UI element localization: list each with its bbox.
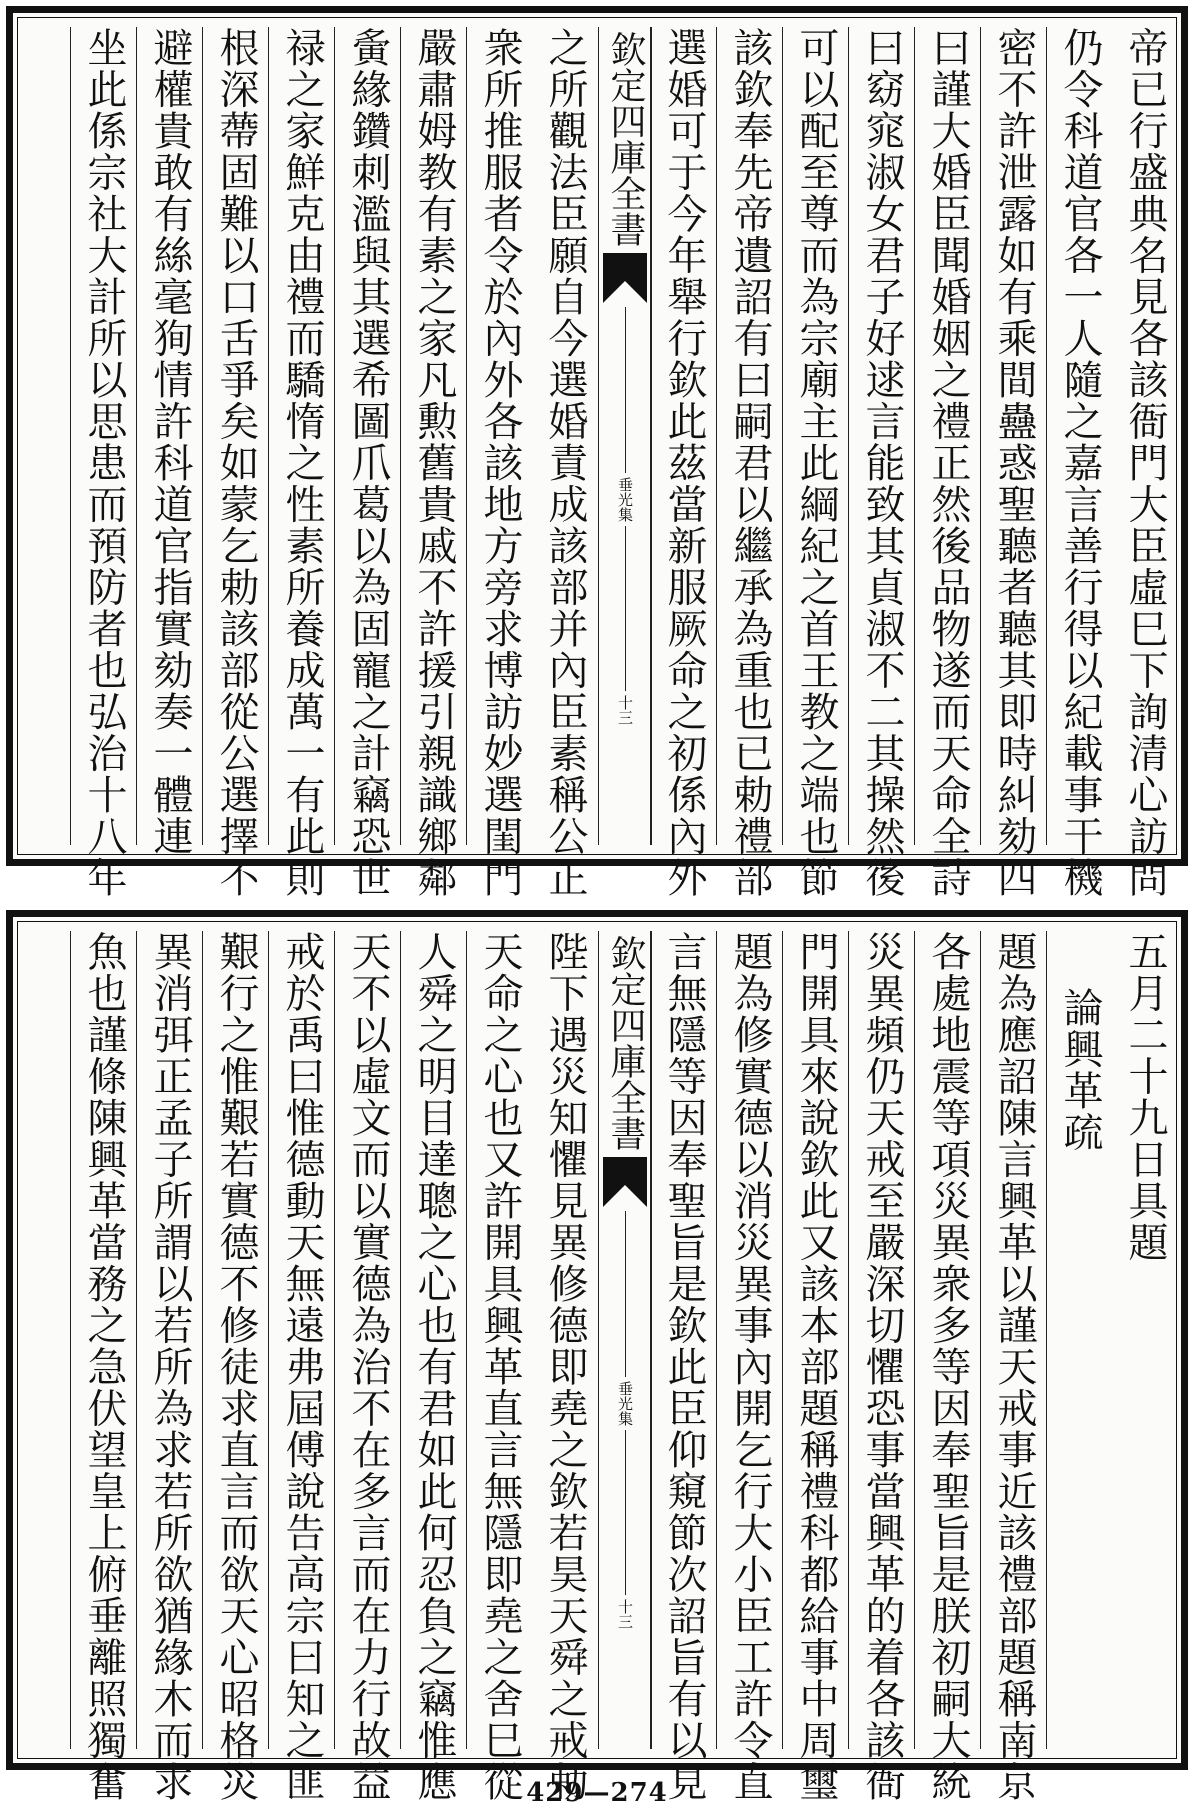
text-column (334, 931, 401, 1803)
text-column (70, 27, 137, 899)
column-text: 艱行之惟艱若實德不修徒求直言而欲天心昭格災 (213, 931, 259, 1803)
column-text: 嚴肅姆教有素之家凡勲舊貴戚不許援引親識鄉鄰 (411, 27, 457, 899)
fold-rule (625, 526, 626, 692)
text-column (782, 931, 849, 1803)
text-column (70, 931, 137, 1803)
collection-name: 垂光集 (616, 1380, 634, 1426)
column-text: 天不以虛文而以實德為治不在多言而在力行故益 (345, 931, 391, 1803)
column-text: 言無隱等因奉聖旨是欽此臣仰窺節次詔旨有以見 (661, 931, 707, 1803)
text-column (268, 931, 335, 1803)
column-text: 天命之心也又許開具興革直言無隱即堯之舍巳從 (477, 931, 523, 1803)
text-column (650, 931, 717, 1803)
book-title: 欽定四庫全書 (605, 935, 646, 1151)
text-column (136, 931, 203, 1803)
text-column (400, 27, 467, 899)
fold-rule (625, 1430, 626, 1596)
text-column (1112, 27, 1178, 899)
column-text: 魚也謹條陳興革當務之急伏望皇上俯垂離照獨奮 (81, 931, 127, 1803)
text-column (532, 931, 598, 1803)
text-column (1112, 931, 1178, 1749)
text-column (268, 27, 335, 899)
collection-name: 垂光集 (616, 476, 634, 522)
text-column (1046, 931, 1113, 1749)
text-column (202, 931, 269, 1803)
text-column (650, 27, 717, 899)
center-fold (598, 931, 652, 1749)
column-text: 密不許泄露如有乘間蠱惑聖聽者聽其即時糾劾四 (991, 27, 1037, 899)
column-text: 禄之家鮮克由禮而驕惰之性素所養成萬一有此則 (279, 27, 325, 899)
column-text: 戒於禹曰惟德動天無遠弗屆傅說告高宗曰知之匪 (279, 931, 325, 1803)
column-text: 帝已行盛典名見各該衙門大臣虛巳下詢清心訪問 (1122, 27, 1168, 899)
column-text: 人舜之明目達聰之心也有君如此何忍負之竊惟應 (411, 931, 457, 1803)
column-text: 災異頻仍天戒至嚴深切懼恐事當興革的着各該衙 (859, 931, 905, 1803)
column-text: 陛下遇災知懼見異修德即堯之欽若昊天舜之戒勅 (542, 931, 588, 1803)
column-text: 根深蔕固難以口舌爭矣如蒙乞勅該部從公選擇不 (213, 27, 259, 899)
page-number: 429—274 (526, 1778, 668, 1808)
column-text: 之所觀法臣願自今選婚責成該部并內臣素稱公正 (542, 27, 588, 899)
leaf-number: 十三 (616, 1599, 634, 1629)
text-column (848, 931, 915, 1803)
column-text: 題為修實德以消災異事內開乞行大小臣工許令直 (727, 931, 773, 1803)
column-text: 選婚可于今年舉行欽此茲當新服厥命之初係內外 (661, 27, 707, 899)
text-column (914, 931, 981, 1803)
column-text: 該欽奉先帝遺詔有曰嗣君以繼承為重也已勅禮部 (727, 27, 773, 899)
center-fold (598, 27, 652, 845)
text-column (400, 931, 467, 1803)
column-text: 門開具來說欽此又該本部題稱禮科都給事中周璽 (793, 931, 839, 1803)
text-column (914, 27, 981, 899)
fold-rule (625, 307, 626, 473)
column-text: 各處地震等項災異衆多等因奉聖旨是朕初嗣大統 (925, 931, 971, 1803)
fish-tail-mark-icon (603, 1157, 647, 1207)
text-column (848, 27, 915, 899)
text-column (782, 27, 849, 899)
column-text: 衆所推服者令於內外各該地方旁求博訪妙選閨門 (477, 27, 523, 899)
column-text: 夤緣鑽刺濫與其選希圖爪葛以為固寵之計竊恐世 (345, 27, 391, 899)
fold-rule (625, 1211, 626, 1377)
text-column (136, 27, 203, 857)
column-text: 避權貴敢有絲毫狥情許科道官指實劾奏一體連 (147, 27, 193, 857)
text-column (334, 27, 401, 899)
text-column (716, 27, 783, 899)
text-column (532, 27, 598, 899)
column-text: 仍令科道官各一人隨之嘉言善行得以紀載事干機 (1057, 27, 1103, 899)
column-text: 坐此係宗社大計所以思患而預防者也弘治十八年 (81, 27, 127, 899)
text-column (202, 27, 269, 899)
column-text: 異消弭正孟子所謂以若所為求若所欲猶緣木而求 (147, 931, 193, 1803)
text-column (1046, 27, 1113, 899)
column-text: 曰窈窕淑女君子好逑言能致其貞淑不二其操然後 (859, 27, 905, 899)
fish-tail-mark-icon (603, 253, 647, 303)
memorial-title: 論興革疏 (1057, 987, 1103, 1153)
column-text: 可以配至尊而為宗廟主此綱紀之首王教之端也節 (793, 27, 839, 899)
book-title: 欽定四庫全書 (605, 31, 646, 247)
column-text: 題為應詔陳言興革以謹天戒事近該禮部題稱南京 (991, 931, 1037, 1803)
text-column (466, 27, 533, 899)
column-text: 曰謹大婚臣聞婚姻之禮正然後品物遂而天命全詩 (925, 27, 971, 899)
text-column (716, 931, 783, 1803)
text-column (466, 931, 533, 1803)
date-line: 五月二十九日具題 (1122, 931, 1168, 1263)
text-column (980, 27, 1047, 899)
text-column (980, 931, 1047, 1803)
leaf-number: 十三 (616, 695, 634, 725)
top-page-leaf (6, 6, 1188, 899)
